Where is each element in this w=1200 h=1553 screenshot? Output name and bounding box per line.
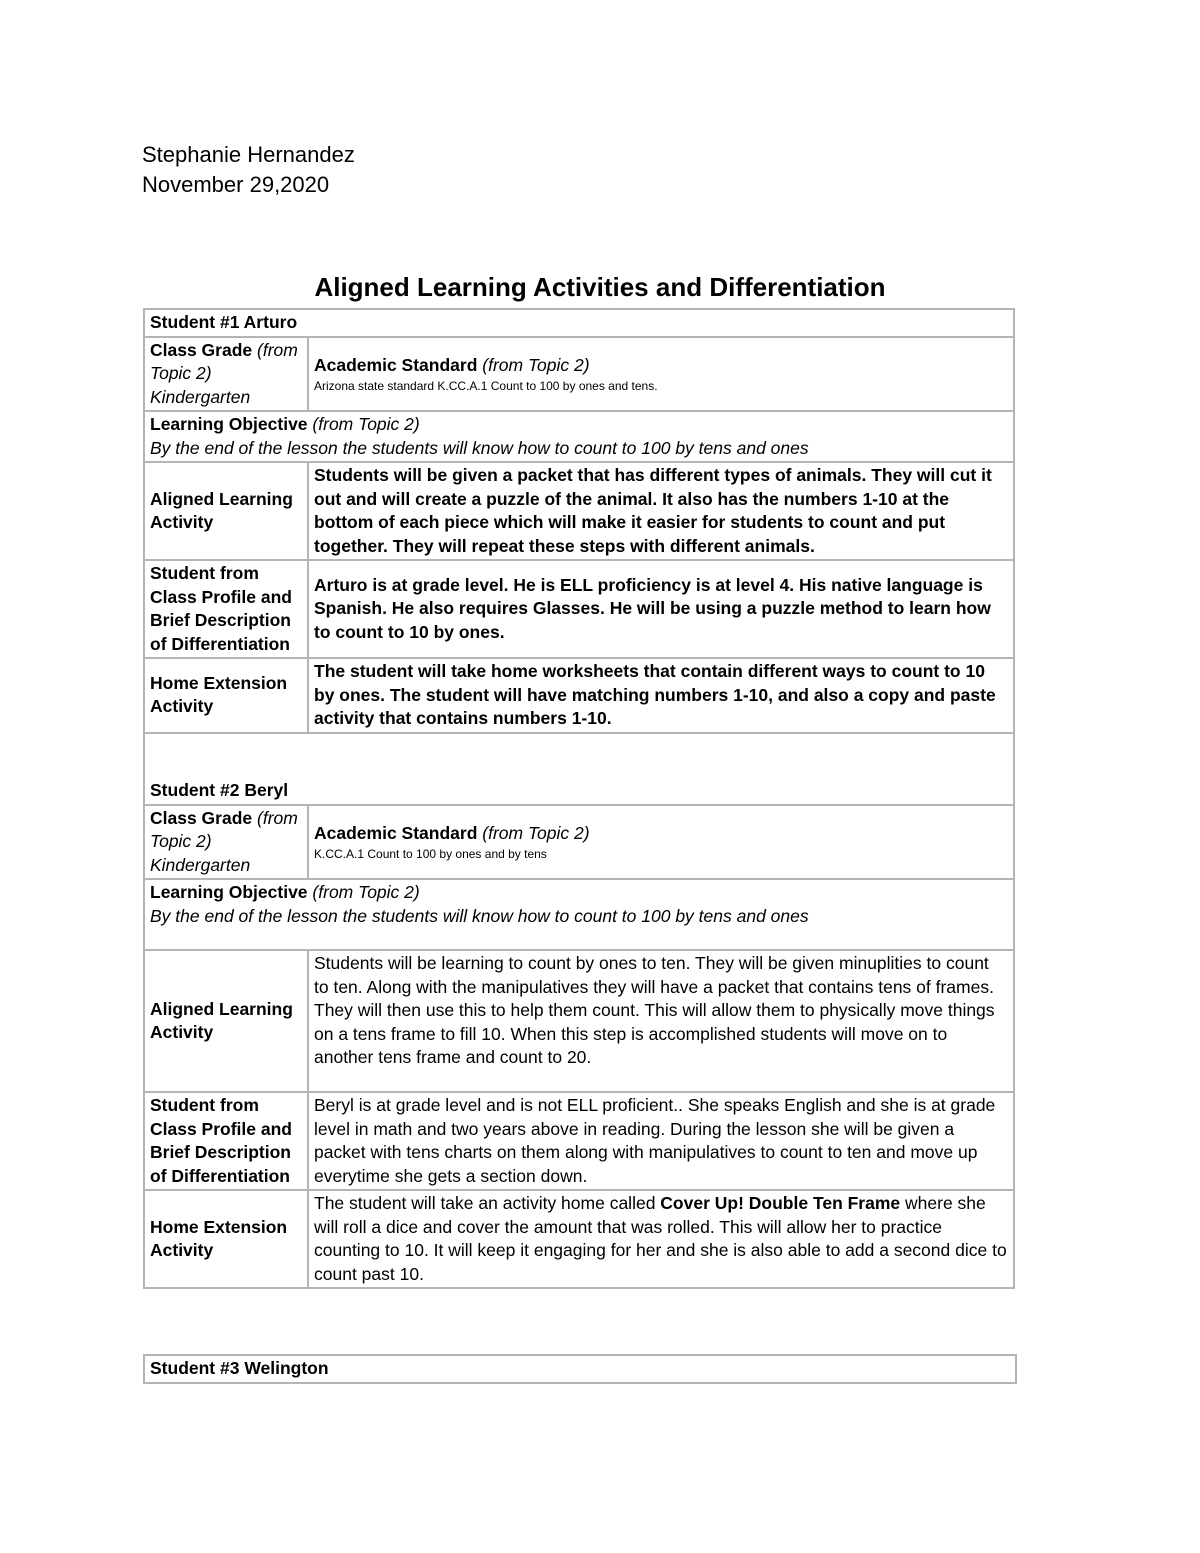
academic-standard-label: Academic Standard bbox=[314, 355, 478, 375]
student-heading: Student #1 Arturo bbox=[144, 309, 1014, 337]
table-row bbox=[144, 805, 1014, 880]
class-grade-label: Class Grade bbox=[150, 339, 253, 360]
student-profile-label: Student from Class Profile and Brief Description of Differentiation bbox=[144, 560, 308, 658]
aligned-activity-value: Students will be given a packet that has different types of animals. They will cut it out and will create a puzzle of the animal. It also has the numbers 1-10 at the bottom of each piece which will make it easier for students to count and put together. They will repeat these steps with different animals. bbox=[308, 462, 1014, 560]
table-row bbox=[144, 950, 1014, 1092]
home-extension-label: Home Extension Activity bbox=[144, 658, 308, 733]
home-extension-value: The student will take home worksheets that contain different ways to count to 10 by ones. The student will have matching numbers 1-10, and also a copy and paste activity that contains numbers 1-10. bbox=[308, 658, 1014, 733]
class-grade-cell bbox=[144, 805, 308, 880]
learning-objective-cell bbox=[144, 879, 1014, 950]
academic-standard-cell bbox=[308, 337, 1014, 412]
table-row bbox=[144, 309, 1014, 337]
class-grade-label: Class Grade bbox=[150, 807, 253, 828]
learning-objective-cell bbox=[144, 411, 1014, 462]
student-profile-label: Student from Class Profile and Brief Description of Differentiation bbox=[144, 1092, 308, 1190]
document-header bbox=[142, 140, 355, 200]
home-extension-value bbox=[308, 1190, 1014, 1288]
academic-standard-value: K.CC.A.1 Count to 100 by ones and by tens bbox=[314, 846, 547, 861]
learning-objective-value: By the end of the lesson the students will know how to count to 100 by tens and ones bbox=[150, 905, 809, 926]
table-row bbox=[144, 879, 1014, 950]
table-row bbox=[144, 560, 1014, 658]
from-topic-label: (from Topic 2) bbox=[482, 355, 590, 375]
activity-name: Cover Up! Double Ten Frame bbox=[660, 1193, 901, 1213]
lesson-table-student-3 bbox=[143, 1354, 1017, 1384]
table-row bbox=[144, 658, 1014, 733]
aligned-activity-value: Students will be learning to count by ones to ten. They will be given minuplities to count to ten. Along with the manipulatives they will have a packet that contains tens of frames. They will then use this to help them count. This will allow them to physically move things on a tens frame to fill 10. When this step is accomplished students will move on to another tens frame and count to 20. bbox=[308, 950, 1014, 1092]
differentiation-value: Beryl is at grade level and is not ELL proficient.. She speaks English and she is at grade level in math and two years above in reading. During the lesson she will be given a packet with tens charts on them along with manipulatives to count to ten and move up everytime she gets a section down. bbox=[308, 1092, 1014, 1190]
student-heading: Student #3 Welington bbox=[144, 1355, 1016, 1383]
class-grade-cell bbox=[144, 337, 308, 412]
table-row bbox=[144, 1355, 1016, 1383]
grade-value: Kindergarten bbox=[150, 386, 251, 407]
document-date: November 29,2020 bbox=[142, 172, 330, 197]
lesson-table bbox=[143, 308, 1015, 1289]
table-row bbox=[144, 733, 1014, 805]
learning-objective-value: By the end of the lesson the students will know how to count to 100 by tens and ones bbox=[150, 437, 809, 458]
student-heading: Student #2 Beryl bbox=[144, 733, 1014, 805]
learning-objective-label: Learning Objective bbox=[150, 882, 308, 902]
author-name: Stephanie Hernandez bbox=[142, 142, 355, 167]
aligned-activity-label: Aligned Learning Activity bbox=[144, 462, 308, 560]
grade-value: Kindergarten bbox=[150, 854, 251, 875]
from-topic-label: (from Topic 2) bbox=[312, 414, 420, 434]
table-row bbox=[144, 1092, 1014, 1190]
home-extension-label: Home Extension Activity bbox=[144, 1190, 308, 1288]
home-extension-text-start: The student will take an activity home called bbox=[314, 1193, 661, 1213]
aligned-activity-label: Aligned Learning Activity bbox=[144, 950, 308, 1092]
from-topic-label: (from Topic 2) bbox=[150, 339, 298, 383]
table-row bbox=[144, 462, 1014, 560]
academic-standard-label: Academic Standard bbox=[314, 823, 478, 843]
from-topic-label: (from Topic 2) bbox=[482, 823, 590, 843]
from-topic-label: (from Topic 2) bbox=[312, 882, 420, 902]
academic-standard-cell bbox=[308, 805, 1014, 880]
from-topic-label: (from Topic 2) bbox=[150, 807, 298, 851]
table-row bbox=[144, 337, 1014, 412]
document-title: Aligned Learning Activities and Differentiation bbox=[314, 272, 886, 302]
learning-objective-label: Learning Objective bbox=[150, 414, 308, 434]
table-row bbox=[144, 411, 1014, 462]
home-extension-text-end: where she will roll a dice and cover the amount that was rolled. This will allow her to practice counting to 10. It will keep it engaging for her and she is also able to add a second dice to count past 10. bbox=[314, 1193, 1007, 1284]
academic-standard-value: Arizona state standard K.CC.A.1 Count to 100 by ones and tens. bbox=[314, 378, 658, 393]
differentiation-value: Arturo is at grade level. He is ELL proficiency is at level 4. His native language is Spanish. He also requires Glasses. He will be using a puzzle method to learn how to count to 10 by ones. bbox=[308, 560, 1014, 658]
table-row bbox=[144, 1190, 1014, 1288]
